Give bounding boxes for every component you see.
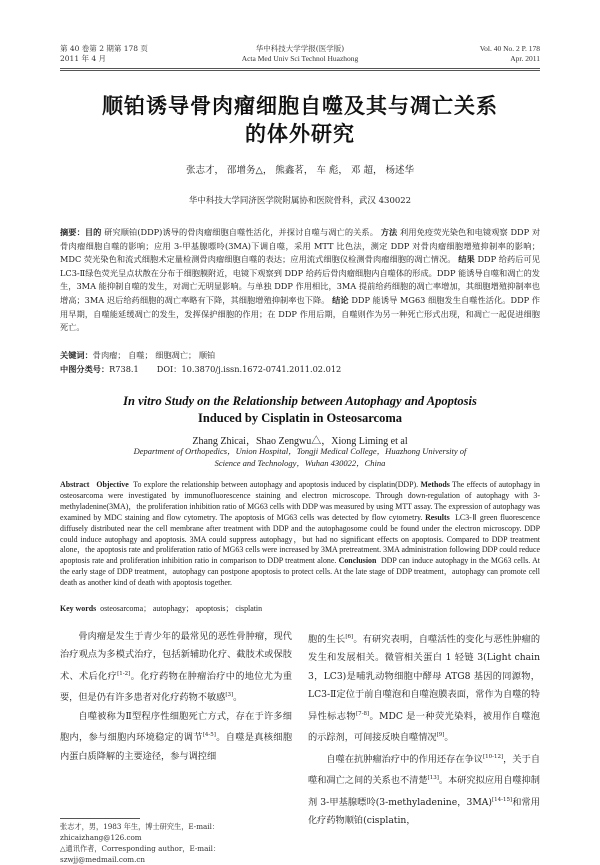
methods-text: 利用免疫荧光染色和电镜观察 DDP 对骨肉瘤细胞自噬的影响；应用 3-甲基腺嘌呤(3MA)下调自噬，采用 MTT 比色法，测定 DDP 对骨肉瘤细胞增殖抑制率的影响；MDC 荧光染色和流式细胞术定量检测骨肉瘤细胞自噬的表达；应用流式细胞仪检测骨肉瘤细胞的凋亡情况。 <box>60 227 541 265</box>
journal-volume-cn: 第 40 卷第 2 期第 178 页 2011 年 4 月 <box>60 44 148 63</box>
footnote-rule <box>60 818 140 819</box>
objective-text: 研究顺铂(DDP)诱导的骨肉瘤细胞自噬性活化，并探讨自噬与凋亡的关系。 <box>104 227 378 237</box>
footnote: 张志才，男，1983 年生，博士研究生，E-mail：zhicaizhang@126.com △通讯作者，Corresponding author，E-mail：szwjj@medmail.com.cn <box>60 822 221 864</box>
authors-en: Zhang Zhicai，Shao Zengwu△，Xiong Liming et al <box>192 436 408 447</box>
keywords-cn: 关键词：骨肉瘤； 自噬； 细胞凋亡； 顺铂 <box>60 350 216 360</box>
header-rule-thin <box>60 70 540 71</box>
journal-name: 华中科技大学学报(医学版) Acta Med Univ Sci Technol Huazhong <box>241 44 359 63</box>
body-paragraph: 自噬在抗肿瘤治疗中的作用还存在争议[10-12]，关于自噬和凋亡之间的关系也不清楚[13]。本研究拟应用自噬抑制剂 3-甲基腺嘌呤(3-methyladenine，3MA)[14-15]和常用化疗药物顺铂(cisplatin， <box>308 753 541 827</box>
conclusion-text: DDP 能诱导 MG63 细胞发生自噬性活化。DDP 作用早期，自噬能延缓凋亡的发生，发挥保护细胞的作用；在 DDP 作用后期，自噬则作为另一种死亡形式出现，和凋亡一起促进细胞死亡。 <box>60 294 540 333</box>
affiliation-cn: 华中科技大学同济医学院附属协和医院骨科，武汉 430022 <box>188 196 412 206</box>
body-left-column <box>60 628 292 766</box>
results-text: DDP 给药后可见 LC3-Ⅱ绿色荧光呈点状散在分布于细胞膜附近，电镜下观察到 DDP 给药后骨肉瘤细胞内自噬体的形成。DDP 能诱导自噬和凋亡的发生，3MA 能抑制自噬的发生，对凋亡无明显影响。与单独 DDP 作用相比，3MA 提前给药细胞的凋亡率增加，其细胞增殖抑制率也增高；3MA 迟后给药细胞的凋亡率略有下降，其细胞增殖抑制率也下降。 <box>60 254 540 305</box>
conclusion-en-text: DDP can induce autophagy in the MG63 cells. At the early stage of DDP treatment，autophagy can postpone apoptosis to protect cells. At the late stage of DDP treatment，autophagy can promote cell death as another kind of death with apoptosis together. <box>60 556 540 588</box>
conclusion-label: 结论 <box>332 294 349 305</box>
abstract-label: 摘要： <box>60 227 85 237</box>
abstract-en-label: Abstract <box>60 480 90 489</box>
results-en-text: LC3-Ⅱ green fluorescence diffusely distributed near the cell membrane after treatment with DDP and the autophagosome could be found under the electron microscopy. DDP could induce autophagy and apoptosis. 3MA could suppress autophagy，but had no significant effects on apoptosis. Compared to DDP treatment alone，the apoptosis rate and proliferation ratio of MG63 cells were increased by 3MA pretreatment. 3MA administration following DDP could reduce apoptosis rate and proliferation inhibition ratio in comparison to DDP treatment alone. <box>60 512 540 566</box>
methods-en-text: The effects of autophagy in osteosarcoma were investigated by immunofluorescence staining and electron microscope. Through down-regulation of autophagy with 3-methyladenine(3MA)，the proliferation inhibition ratio of MG63 cells with DDP was measured by using MTT assay. The expression of autophagy was examined by MDC staining and flow cytometry. The apoptosis of MG63 cells was detected by flow cytometry. <box>60 480 540 522</box>
abstract-en <box>60 480 540 589</box>
title-cn: 顺铂诱导骨肉瘤细胞自噬及其与凋亡关系 的体外研究 <box>102 93 498 146</box>
body-right-column <box>308 628 540 830</box>
objective-en-text: To explore the relationship between autophagy and apoptosis induced by cisplatin(DDP). <box>133 480 419 489</box>
header-rule <box>60 68 540 69</box>
body-paragraph: 胞的生长[6]。有研究表明，自噬活性的变化与恶性肿瘤的发生和发展相关。微管相关蛋白 1 轻链 3(Light chain 3，LC3)是哺乳动物细胞中酵母 ATG8 基因的同源物，LC3-Ⅱ定位于前自噬泡和自噬泡膜表面，常作为自噬的特异性标志物[7-8]。MDC 是一种荧光染料，被用作自噬泡的示踪剂，可间接反映自噬情况[9]。 <box>308 634 541 744</box>
affiliation-en: Department of Orthopedics，Union Hospital，Tongji Medical College，Huazhong University of Science and Technology，Wuhan 430022，China <box>133 446 467 468</box>
conclusion-en-label: Conclusion <box>338 556 377 566</box>
title-en: In vitro Study on the Relationship between Autophagy and Apoptosis Induced by Cisplatin in Osteosarcoma <box>123 394 477 425</box>
methods-label: 方法 <box>380 227 398 237</box>
body-paragraph: 骨肉瘤是发生于青少年的最常见的恶性骨肿瘤，现代治疗观点为多模式治疗，包括新辅助化疗、截肢术或保肢术、术后化疗[1-2]。化疗药物在肿瘤治疗中的地位尤为重要，但是仍有许多患者对化疗药物不敏感[3]。 <box>60 631 293 704</box>
objective-en-label: Objective <box>96 480 129 489</box>
classification-cn: 中图分类号：R738.1 DOI：10.3870/j.issn.1672-0741.2011.02.012 <box>60 364 342 374</box>
methods-en-label: Methods <box>420 480 450 489</box>
authors-cn: 张志才， 邵增务△， 熊鑫茗， 车 彪， 邓 超， 杨述华 <box>186 165 414 176</box>
journal-volume-en: Vol. 40 No. 2 P. 178 Apr. 2011 <box>479 44 540 63</box>
body-paragraph: 自噬被称为Ⅱ型程序性细胞死亡方式，存在于许多细胞内，参与细胞内环境稳定的调节[4-5]。自噬是真核细胞内蛋白质降解的主要途径，参与调控细 <box>60 710 293 762</box>
abstract-cn <box>60 226 540 335</box>
objective-label: 目的 <box>84 227 102 237</box>
keywords-en: Key words osteosarcoma； autophagy； apoptosis； cisplatin <box>60 604 263 613</box>
results-label: 结果 <box>458 254 475 265</box>
results-en-label: Results <box>425 512 450 522</box>
